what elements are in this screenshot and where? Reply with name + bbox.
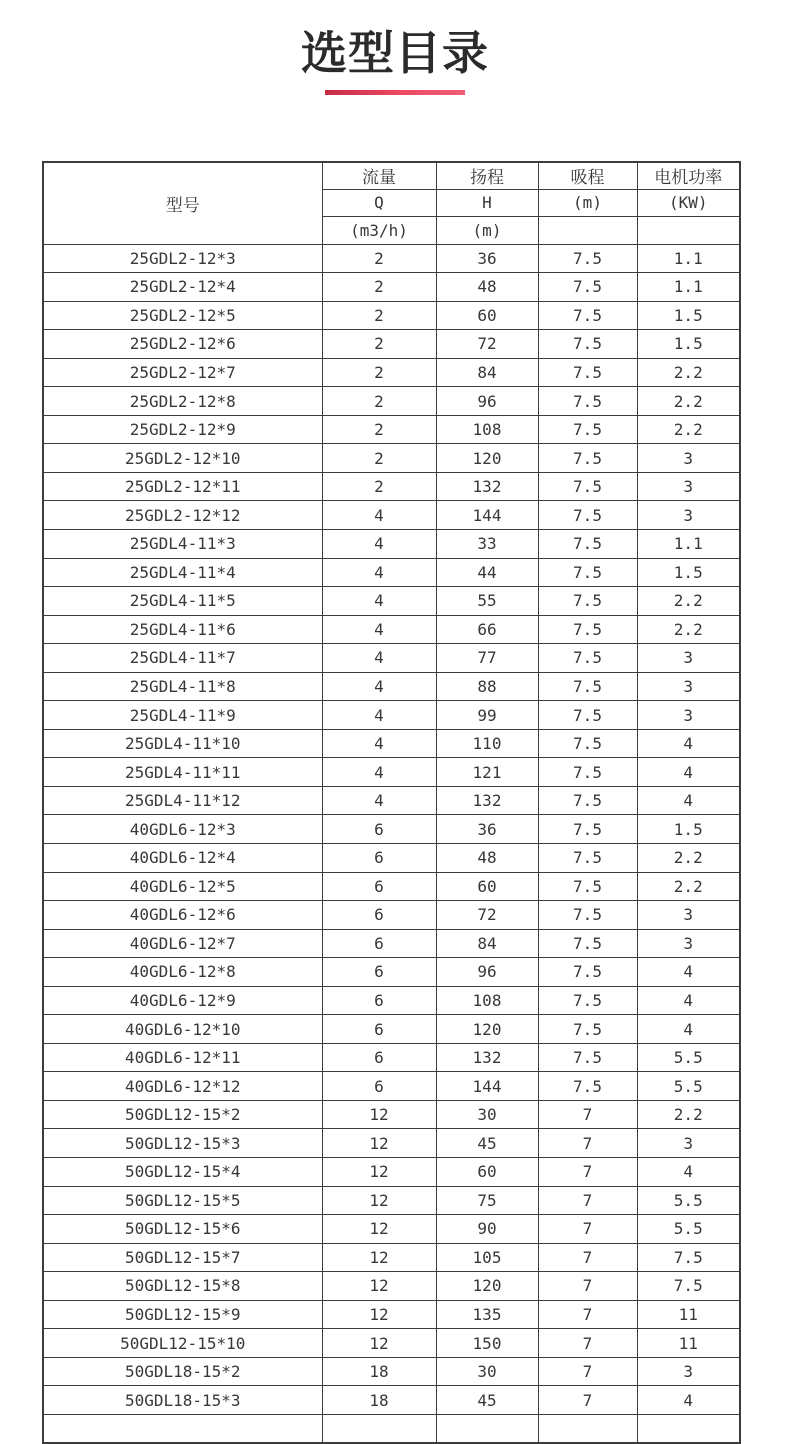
cell-head: 30: [436, 1100, 538, 1129]
cell-head: 150: [436, 1329, 538, 1358]
cell-suction: 7.5: [538, 701, 637, 730]
cell-power: 2.2: [637, 387, 740, 416]
table-row: [43, 1100, 740, 1129]
cell-suction: 7.5: [538, 501, 637, 530]
col-unit-suction: (m): [538, 189, 637, 216]
table-row: [43, 415, 740, 444]
cell-flow: 6: [322, 843, 436, 872]
cell-flow: 4: [322, 501, 436, 530]
table-row: [43, 472, 740, 501]
col-unit-power: (KW): [637, 189, 740, 216]
cell-power: 1.5: [637, 558, 740, 587]
cell-flow: 2: [322, 273, 436, 302]
cell-flow: 12: [322, 1158, 436, 1187]
cell-flow: 6: [322, 901, 436, 930]
cell-model: 40GDL6-12*6: [43, 901, 322, 930]
cell-flow: 6: [322, 872, 436, 901]
header-row-names: [43, 162, 740, 189]
cell-head: 121: [436, 758, 538, 787]
cell-suction: 7.5: [538, 929, 637, 958]
cell-flow: 12: [322, 1272, 436, 1301]
table-row: [43, 529, 740, 558]
cell-power: 3: [637, 901, 740, 930]
cell-model: 25GDL4-11*12: [43, 786, 322, 815]
cell-suction: 7.5: [538, 815, 637, 844]
cell-head: 55: [436, 587, 538, 616]
cell-head: 96: [436, 387, 538, 416]
table-header: [43, 162, 740, 244]
cell-power: 2.2: [637, 843, 740, 872]
cell-flow: 4: [322, 672, 436, 701]
table-row: [43, 929, 740, 958]
cell-power: 4: [637, 758, 740, 787]
cell-head: 132: [436, 1043, 538, 1072]
cell-suction: 7: [538, 1158, 637, 1187]
table-row: [43, 1043, 740, 1072]
cell-power: 4: [637, 1015, 740, 1044]
cell-power: 4: [637, 1158, 740, 1187]
cell-power: 4: [637, 729, 740, 758]
cell-model: 40GDL6-12*11: [43, 1043, 322, 1072]
cell-empty: [538, 1414, 637, 1443]
cell-suction: 7.5: [538, 644, 637, 673]
table-row: [43, 986, 740, 1015]
cell-model: 25GDL4-11*6: [43, 615, 322, 644]
cell-model: 40GDL6-12*10: [43, 1015, 322, 1044]
table-row: [43, 901, 740, 930]
cell-model: 25GDL4-11*4: [43, 558, 322, 587]
table-row: [43, 843, 740, 872]
cell-model: 50GDL12-15*3: [43, 1129, 322, 1158]
cell-head: 88: [436, 672, 538, 701]
cell-suction: 7.5: [538, 472, 637, 501]
cell-suction: 7.5: [538, 986, 637, 1015]
cell-model: 25GDL2-12*12: [43, 501, 322, 530]
cell-flow: 2: [322, 444, 436, 473]
cell-model: 25GDL2-12*11: [43, 472, 322, 501]
col-unit-power-empty: [637, 216, 740, 244]
cell-suction: 7: [538, 1272, 637, 1301]
cell-head: 33: [436, 529, 538, 558]
cell-suction: 7: [538, 1243, 637, 1272]
cell-model: 40GDL6-12*3: [43, 815, 322, 844]
cell-flow: 6: [322, 929, 436, 958]
cell-power: 3: [637, 1129, 740, 1158]
table-row: [43, 701, 740, 730]
table-row: [43, 1072, 740, 1101]
cell-model: 25GDL2-12*6: [43, 330, 322, 359]
table-row: [43, 1386, 740, 1415]
cell-power: 2.2: [637, 615, 740, 644]
cell-suction: 7: [538, 1129, 637, 1158]
cell-flow: 6: [322, 1043, 436, 1072]
cell-power: 1.1: [637, 273, 740, 302]
cell-power: 4: [637, 786, 740, 815]
cell-power: 4: [637, 958, 740, 987]
cell-suction: 7.5: [538, 529, 637, 558]
cell-suction: 7.5: [538, 301, 637, 330]
cell-power: 5.5: [637, 1215, 740, 1244]
cell-suction: 7.5: [538, 358, 637, 387]
cell-model: 25GDL2-12*3: [43, 244, 322, 273]
cell-head: 36: [436, 244, 538, 273]
cell-flow: 4: [322, 587, 436, 616]
cell-head: 60: [436, 1158, 538, 1187]
cell-model: 50GDL12-15*7: [43, 1243, 322, 1272]
cell-power: 1.1: [637, 244, 740, 273]
cell-flow: 18: [322, 1386, 436, 1415]
cell-flow: 12: [322, 1329, 436, 1358]
cell-flow: 2: [322, 330, 436, 359]
cell-flow: 6: [322, 815, 436, 844]
cell-model: 40GDL6-12*5: [43, 872, 322, 901]
table-row: [43, 615, 740, 644]
cell-suction: 7: [538, 1329, 637, 1358]
cell-head: 110: [436, 729, 538, 758]
cell-suction: 7.5: [538, 672, 637, 701]
cell-flow: 12: [322, 1243, 436, 1272]
col-symbol-flow: Q: [322, 189, 436, 216]
page-title: 选型目录: [301, 27, 489, 79]
cell-model: 40GDL6-12*7: [43, 929, 322, 958]
cell-flow: 4: [322, 558, 436, 587]
cell-head: 44: [436, 558, 538, 587]
cell-suction: 7.5: [538, 758, 637, 787]
cell-head: 72: [436, 901, 538, 930]
table-row: [43, 1357, 740, 1386]
cell-flow: 12: [322, 1129, 436, 1158]
cell-suction: 7.5: [538, 729, 637, 758]
cell-head: 120: [436, 1015, 538, 1044]
cell-suction: 7.5: [538, 558, 637, 587]
cell-model: 50GDL12-15*5: [43, 1186, 322, 1215]
cell-suction: 7: [538, 1100, 637, 1129]
cell-power: 2.2: [637, 1100, 740, 1129]
cell-flow: 6: [322, 986, 436, 1015]
cell-model: 50GDL12-15*9: [43, 1300, 322, 1329]
cell-suction: 7.5: [538, 615, 637, 644]
cell-head: 45: [436, 1386, 538, 1415]
cell-flow: 6: [322, 1072, 436, 1101]
catalog-page: [0, 26, 790, 1410]
cell-model: 40GDL6-12*4: [43, 843, 322, 872]
cell-head: 75: [436, 1186, 538, 1215]
cell-power: 7.5: [637, 1243, 740, 1272]
cell-power: 5.5: [637, 1043, 740, 1072]
cell-head: 77: [436, 644, 538, 673]
table-row: [43, 958, 740, 987]
cell-model: 40GDL6-12*9: [43, 986, 322, 1015]
cell-model: 25GDL4-11*5: [43, 587, 322, 616]
cell-model: 50GDL12-15*8: [43, 1272, 322, 1301]
cell-head: 60: [436, 872, 538, 901]
cell-suction: 7: [538, 1386, 637, 1415]
cell-flow: 4: [322, 729, 436, 758]
cell-head: 132: [436, 472, 538, 501]
col-header-flow: 流量: [322, 162, 436, 189]
cell-suction: 7.5: [538, 901, 637, 930]
cell-flow: 4: [322, 529, 436, 558]
cell-head: 90: [436, 1215, 538, 1244]
col-header-suction: 吸程: [538, 162, 637, 189]
cell-power: 5.5: [637, 1072, 740, 1101]
cell-power: 7.5: [637, 1272, 740, 1301]
cell-model: 25GDL4-11*8: [43, 672, 322, 701]
selection-table: [42, 161, 741, 1444]
cell-suction: 7: [538, 1300, 637, 1329]
cell-power: 3: [637, 672, 740, 701]
table-row: [43, 758, 740, 787]
cell-power: 3: [637, 1357, 740, 1386]
cell-power: 5.5: [637, 1186, 740, 1215]
cell-suction: 7.5: [538, 1015, 637, 1044]
col-unit-head: (m): [436, 216, 538, 244]
cell-suction: 7.5: [538, 444, 637, 473]
cell-model: 40GDL6-12*12: [43, 1072, 322, 1101]
table-row: [43, 1272, 740, 1301]
cell-empty: [322, 1414, 436, 1443]
cell-power: 3: [637, 472, 740, 501]
table-row: [43, 672, 740, 701]
cell-head: 132: [436, 786, 538, 815]
col-header-head: 扬程: [436, 162, 538, 189]
cell-model: 50GDL12-15*10: [43, 1329, 322, 1358]
cell-power: 11: [637, 1300, 740, 1329]
table-row: [43, 301, 740, 330]
cell-head: 108: [436, 986, 538, 1015]
cell-head: 120: [436, 444, 538, 473]
cell-head: 48: [436, 843, 538, 872]
cell-head: 48: [436, 273, 538, 302]
table-row: [43, 786, 740, 815]
cell-suction: 7.5: [538, 786, 637, 815]
cell-flow: 4: [322, 644, 436, 673]
cell-power: 2.2: [637, 358, 740, 387]
cell-power: 3: [637, 929, 740, 958]
cell-model: 25GDL4-11*3: [43, 529, 322, 558]
cell-power: 1.1: [637, 529, 740, 558]
cell-suction: 7: [538, 1186, 637, 1215]
cell-head: 99: [436, 701, 538, 730]
cell-power: 1.5: [637, 301, 740, 330]
cell-power: 3: [637, 444, 740, 473]
table-row-partial: [43, 1414, 740, 1443]
cell-head: 36: [436, 815, 538, 844]
cell-suction: 7.5: [538, 415, 637, 444]
title-underline: [325, 90, 465, 95]
cell-flow: 2: [322, 387, 436, 416]
cell-model: 25GDL2-12*10: [43, 444, 322, 473]
cell-model: 50GDL18-15*2: [43, 1357, 322, 1386]
cell-suction: 7.5: [538, 244, 637, 273]
cell-model: 25GDL2-12*5: [43, 301, 322, 330]
cell-suction: 7.5: [538, 387, 637, 416]
cell-empty: [436, 1414, 538, 1443]
cell-flow: 4: [322, 786, 436, 815]
cell-power: 1.5: [637, 815, 740, 844]
cell-suction: 7.5: [538, 843, 637, 872]
cell-model: 50GDL18-15*3: [43, 1386, 322, 1415]
cell-flow: 12: [322, 1100, 436, 1129]
cell-model: 25GDL2-12*4: [43, 273, 322, 302]
col-unit-suction-empty: [538, 216, 637, 244]
cell-flow: 2: [322, 301, 436, 330]
cell-flow: 4: [322, 615, 436, 644]
cell-model: 50GDL12-15*6: [43, 1215, 322, 1244]
cell-power: 2.2: [637, 415, 740, 444]
table-row: [43, 501, 740, 530]
cell-power: 1.5: [637, 330, 740, 359]
table-body: [43, 244, 740, 1443]
table-row: [43, 1129, 740, 1158]
cell-power: 3: [637, 501, 740, 530]
cell-power: 2.2: [637, 872, 740, 901]
cell-flow: 2: [322, 244, 436, 273]
cell-flow: 2: [322, 358, 436, 387]
cell-suction: 7.5: [538, 872, 637, 901]
table-row: [43, 1015, 740, 1044]
cell-empty: [43, 1414, 322, 1443]
cell-flow: 6: [322, 958, 436, 987]
cell-head: 30: [436, 1357, 538, 1386]
cell-power: 4: [637, 1386, 740, 1415]
cell-suction: 7: [538, 1357, 637, 1386]
table-row: [43, 1329, 740, 1358]
cell-head: 45: [436, 1129, 538, 1158]
cell-power: 11: [637, 1329, 740, 1358]
cell-model: 50GDL12-15*2: [43, 1100, 322, 1129]
table-row: [43, 558, 740, 587]
cell-suction: 7.5: [538, 1072, 637, 1101]
cell-flow: 2: [322, 415, 436, 444]
table-row: [43, 1215, 740, 1244]
cell-power: 3: [637, 644, 740, 673]
table-row: [43, 358, 740, 387]
table-row: [43, 1158, 740, 1187]
cell-power: 3: [637, 701, 740, 730]
cell-model: 25GDL2-12*8: [43, 387, 322, 416]
table-row: [43, 444, 740, 473]
cell-model: 25GDL2-12*7: [43, 358, 322, 387]
cell-suction: 7.5: [538, 958, 637, 987]
cell-suction: 7.5: [538, 587, 637, 616]
cell-flow: 6: [322, 1015, 436, 1044]
cell-head: 72: [436, 330, 538, 359]
cell-head: 108: [436, 415, 538, 444]
table-row: [43, 729, 740, 758]
cell-head: 84: [436, 929, 538, 958]
table-row: [43, 273, 740, 302]
table-row: [43, 1300, 740, 1329]
col-unit-flow: (m3/h): [322, 216, 436, 244]
table-row: [43, 815, 740, 844]
cell-head: 144: [436, 501, 538, 530]
cell-suction: 7: [538, 1215, 637, 1244]
cell-flow: 12: [322, 1186, 436, 1215]
table-row: [43, 244, 740, 273]
table-row: [43, 387, 740, 416]
cell-model: 25GDL4-11*10: [43, 729, 322, 758]
cell-power: 2.2: [637, 587, 740, 616]
cell-flow: 4: [322, 701, 436, 730]
cell-head: 105: [436, 1243, 538, 1272]
cell-head: 60: [436, 301, 538, 330]
cell-flow: 12: [322, 1300, 436, 1329]
cell-suction: 7.5: [538, 1043, 637, 1072]
col-header-power: 电机功率: [637, 162, 740, 189]
cell-power: 4: [637, 986, 740, 1015]
cell-head: 120: [436, 1272, 538, 1301]
cell-flow: 18: [322, 1357, 436, 1386]
table-row: [43, 1243, 740, 1272]
cell-model: 50GDL12-15*4: [43, 1158, 322, 1187]
col-header-model: 型号: [43, 162, 322, 244]
table-row: [43, 644, 740, 673]
cell-head: 144: [436, 1072, 538, 1101]
cell-suction: 7.5: [538, 273, 637, 302]
cell-head: 66: [436, 615, 538, 644]
table-row: [43, 330, 740, 359]
cell-flow: 4: [322, 758, 436, 787]
cell-head: 84: [436, 358, 538, 387]
cell-model: 25GDL4-11*11: [43, 758, 322, 787]
cell-model: 25GDL4-11*9: [43, 701, 322, 730]
cell-suction: 7.5: [538, 330, 637, 359]
cell-empty: [637, 1414, 740, 1443]
cell-flow: 2: [322, 472, 436, 501]
cell-model: 25GDL2-12*9: [43, 415, 322, 444]
cell-model: 40GDL6-12*8: [43, 958, 322, 987]
cell-head: 135: [436, 1300, 538, 1329]
col-symbol-head: H: [436, 189, 538, 216]
cell-model: 25GDL4-11*7: [43, 644, 322, 673]
cell-head: 96: [436, 958, 538, 987]
table-row: [43, 1186, 740, 1215]
cell-flow: 12: [322, 1215, 436, 1244]
table-row: [43, 872, 740, 901]
table-row: [43, 587, 740, 616]
